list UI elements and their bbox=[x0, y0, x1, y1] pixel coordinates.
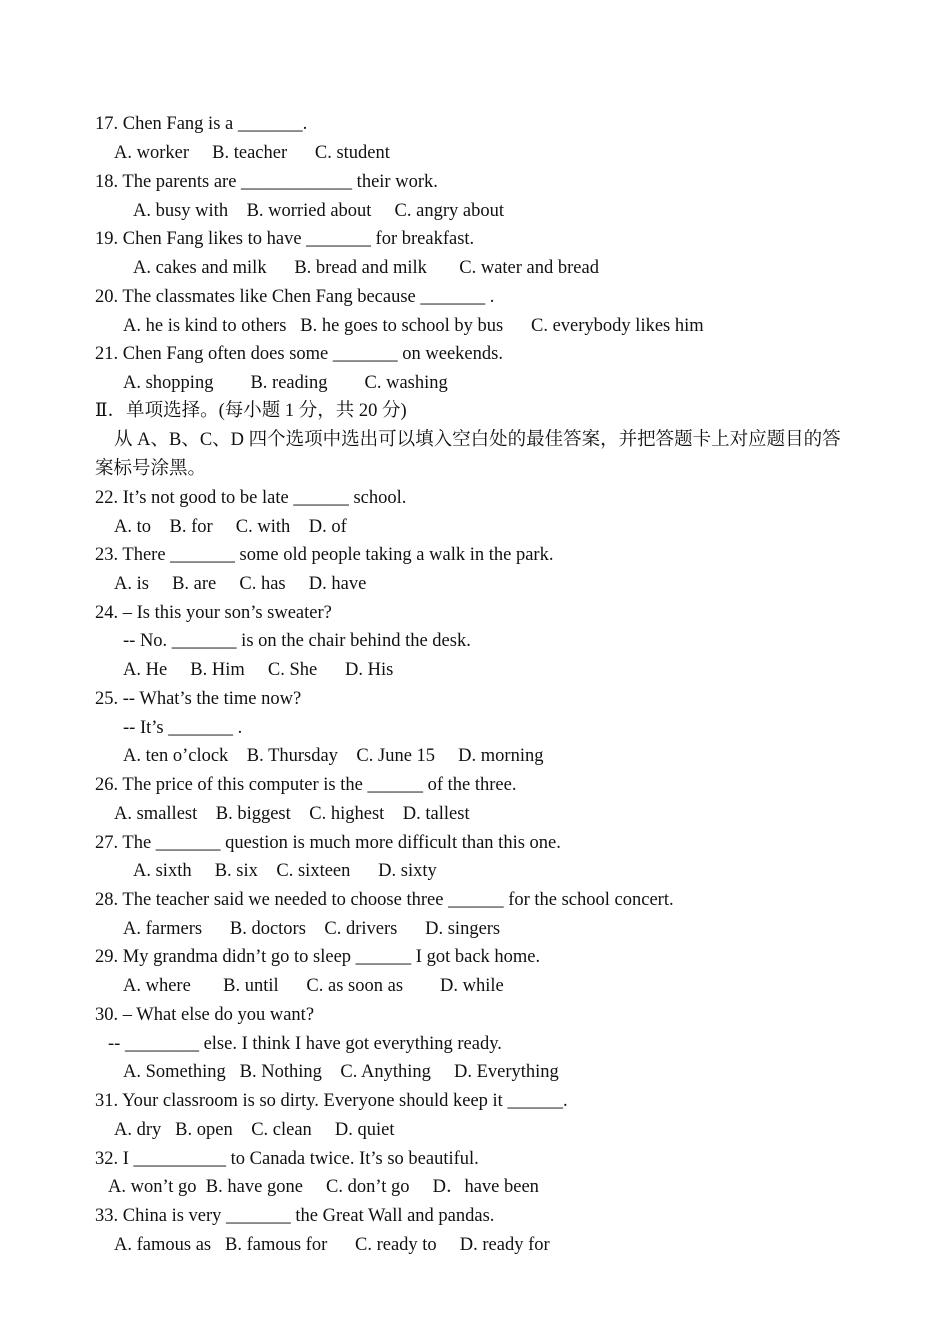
question-28: 28. The teacher said we needed to choose three ______ for the school concert. bbox=[95, 890, 674, 910]
question-25-reply: -- It’s _______ . bbox=[123, 718, 243, 738]
options-25: A. ten o’clock B. Thursday C. June 15 D. morning bbox=[123, 746, 544, 766]
question-24-reply: -- No. _______ is on the chair behind the desk. bbox=[123, 631, 471, 651]
question-20: 20. The classmates like Chen Fang because _______ . bbox=[95, 287, 495, 307]
question-18: 18. The parents are ____________ their work. bbox=[95, 172, 438, 192]
question-21: 21. Chen Fang often does some _______ on weekends. bbox=[95, 344, 503, 364]
question-33: 33. China is very _______ the Great Wall and pandas. bbox=[95, 1206, 495, 1226]
question-25: 25. -- What’s the time now? bbox=[95, 689, 302, 709]
options-31: A. dry B. open C. clean D. quiet bbox=[114, 1120, 395, 1140]
options-33: A. famous as B. famous for C. ready to D. ready for bbox=[114, 1235, 550, 1255]
question-17: 17. Chen Fang is a _______. bbox=[95, 114, 308, 134]
options-26: A. smallest B. biggest C. highest D. tallest bbox=[114, 804, 470, 824]
options-32: A. won’t go B. have gone C. don’t go D．have been bbox=[108, 1177, 539, 1197]
options-19: A. cakes and milk B. bread and milk C. water and bread bbox=[133, 258, 599, 278]
question-22: 22. It’s not good to be late ______ school. bbox=[95, 488, 407, 508]
options-29: A. where B. until C. as soon as D. while bbox=[123, 976, 504, 996]
options-21: A. shopping B. reading C. washing bbox=[123, 373, 448, 393]
question-27: 27. The _______ question is much more difficult than this one. bbox=[95, 833, 561, 853]
question-30: 30. – What else do you want? bbox=[95, 1005, 315, 1025]
section-instruction-line1: 从 A、B、C、D 四个选项中选出可以填入空白处的最佳答案，并把答题卡上对应题目的答 bbox=[114, 430, 841, 450]
options-17: A. worker B. teacher C. student bbox=[114, 143, 390, 163]
question-23: 23. There _______ some old people taking a walk in the park. bbox=[95, 545, 554, 565]
options-24: A. He B. Him C. She D. His bbox=[123, 660, 394, 680]
options-20: A. he is kind to others B. he goes to school by bus C. everybody likes him bbox=[123, 316, 704, 336]
question-32: 32. I __________ to Canada twice. It’s so beautiful. bbox=[95, 1149, 479, 1169]
options-18: A. busy with B. worried about C. angry about bbox=[133, 201, 504, 221]
options-22: A. to B. for C. with D. of bbox=[114, 517, 347, 537]
options-28: A. farmers B. doctors C. drivers D. singers bbox=[123, 919, 501, 939]
section-heading: Ⅱ．单项选择。(每小题 1 分，共 20 分) bbox=[95, 401, 407, 421]
options-23: A. is B. are C. has D. have bbox=[114, 574, 367, 594]
options-27: A. sixth B. six C. sixteen D. sixty bbox=[133, 861, 437, 881]
options-30: A. Something B. Nothing C. Anything D. Everything bbox=[123, 1062, 559, 1082]
question-29: 29. My grandma didn’t go to sleep ______ I got back home. bbox=[95, 947, 541, 967]
question-19: 19. Chen Fang likes to have _______ for breakfast. bbox=[95, 229, 475, 249]
section-instruction-line2: 案标号涂黑。 bbox=[95, 459, 207, 479]
question-31: 31. Your classroom is so dirty. Everyone should keep it ______. bbox=[95, 1091, 568, 1111]
question-26: 26. The price of this computer is the ______ of the three. bbox=[95, 775, 517, 795]
question-24: 24. – Is this your son’s sweater? bbox=[95, 603, 332, 623]
question-30-reply: -- ________ else. I think I have got everything ready. bbox=[108, 1034, 502, 1054]
